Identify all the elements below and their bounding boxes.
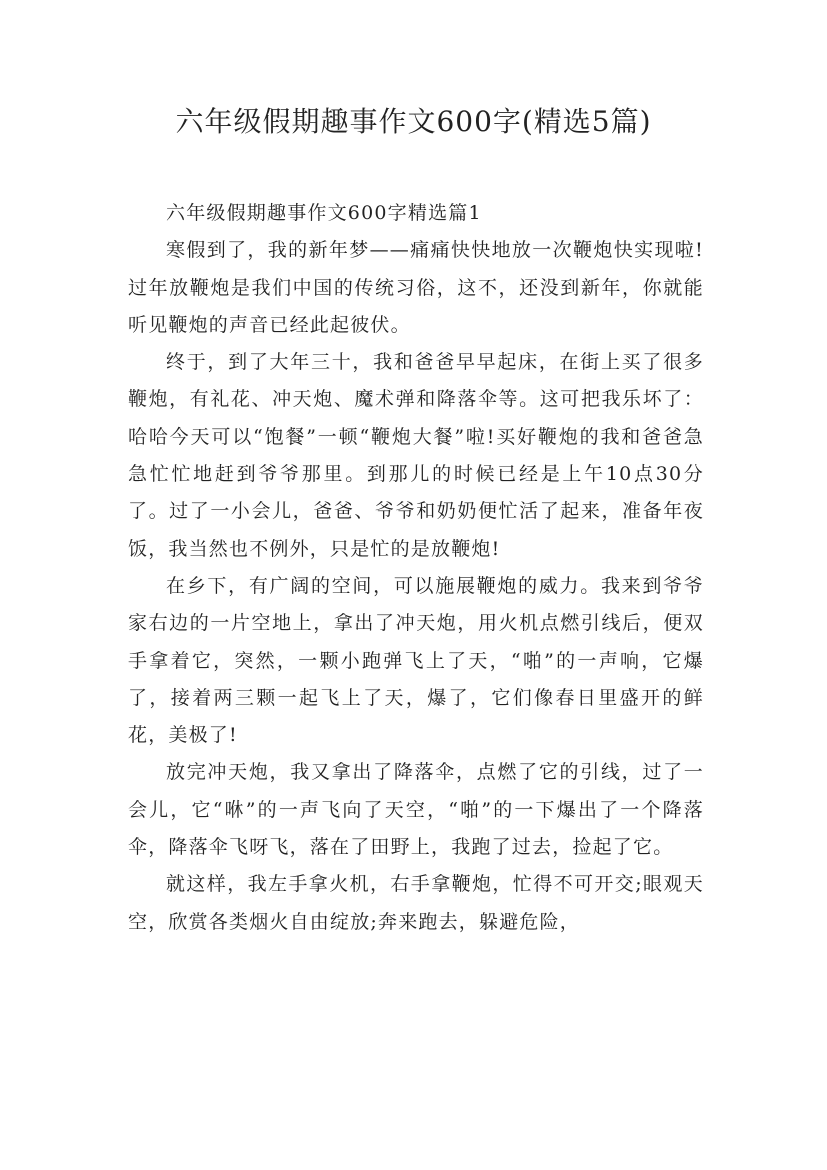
paragraph-1: 寒假到了，我的新年梦——痛痛快快地放一次鞭炮快实现啦!过年放鞭炮是我们中国的传统习俗，这不，还没到新年，你就能听见鞭炮的声音已经此起彼伏。	[128, 239, 704, 336]
section-heading: 六年级假期趣事作文600字精选篇1	[166, 202, 482, 224]
paragraph-4: 放完冲天炮，我又拿出了降落伞，点燃了它的引线，过了一会儿，它“咻”的一声飞向了天空，“啪”的一下爆出了一个降落伞，降落伞飞呀飞，落在了田野上，我跑了过去，捡起了它。	[128, 761, 704, 859]
paragraph-5: 就这样，我左手拿火机，右手拿鞭炮，忙得不可开交;眼观天空，欣赏各类烟火自由绽放;奔来跑去，躲避危险，	[128, 873, 704, 933]
paragraph-3: 在乡下，有广阔的空间，可以施展鞭炮的威力。我来到爷爷家右边的一片空地上，拿出了冲天炮，用火机点燃引线后，便双手拿着它，突然，一颗小跑弹飞上了天，“啪”的一声响，它爆了，接着两三颗一起飞上了天，爆了，它们像春日里盛开的鲜花，美极了!	[128, 574, 704, 747]
paragraph-2: 终于，到了大年三十，我和爸爸早早起床，在街上买了很多鞭炮，有礼花、冲天炮、魔术弹和降落伞等。这可把我乐坏了：哈哈今天可以“饱餐”一顿“鞭炮大餐”啦!买好鞭炮的我和爸爸急急忙忙地赶到爷爷那里。到那儿的时候已经是上午10点30分了。过了一小会儿，爸爸、爷爷和奶奶便忙活了起来，准备年夜饭，我当然也不例外，只是忙的是放鞭炮!	[128, 351, 704, 560]
document-title: 六年级假期趣事作文600字(精选5篇)	[175, 105, 652, 138]
document-body	[128, 195, 704, 941]
